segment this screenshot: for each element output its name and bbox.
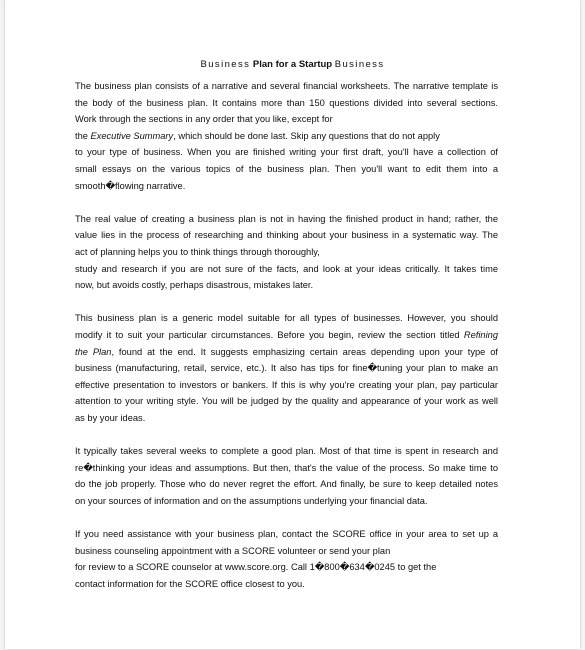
text-line bbox=[75, 128, 498, 145]
text-line bbox=[75, 327, 498, 344]
text-line: business (manufacturing, retail, service, etc.). It also has tips for fine�tuning your plan to make an bbox=[75, 363, 498, 374]
title-main: Plan for a Startup bbox=[252, 59, 333, 70]
text-run: , which should be done last. Skip any questions that do not apply bbox=[173, 130, 440, 141]
text-line: It typically takes several weeks to complete a good plan. Most of that time is spent in research and bbox=[75, 446, 498, 457]
text-line: small essays on the various topics of the business plan. Then you'll want to edit them into a bbox=[75, 163, 498, 174]
emphasized-text: the Plan bbox=[75, 346, 112, 357]
text-line: Work through the sections in any order that you like, except for bbox=[75, 114, 333, 125]
text-line: If you need assistance with your business plan, contact the SCORE office in your area to set up a bbox=[75, 529, 498, 540]
text-line: attention to your writing style. You will be judged by the quality and appearance of your work as well bbox=[75, 396, 498, 407]
document-page bbox=[5, 0, 580, 649]
text-line: business counseling appointment with a SCORE volunteer or send your plan bbox=[75, 545, 391, 556]
title-suffix: Business bbox=[334, 59, 385, 70]
text-line: This business plan is a generic model suitable for all types of businesses. However, you should bbox=[75, 313, 498, 324]
text-line: do the job properly. Those who do never regret the effort. And finally, be sure to keep detailed notes bbox=[75, 479, 498, 490]
text-run: the bbox=[75, 130, 91, 141]
title-prefix: Business bbox=[200, 59, 251, 70]
paragraph bbox=[75, 310, 498, 426]
text-run: modify it to suit your particular circumstances. Before you begin, review the section titled bbox=[75, 329, 464, 340]
text-line: effective presentation to investors or bankers. If this is why you're creating your plan, pay particular bbox=[75, 379, 498, 390]
text-line: The business plan consists of a narrative and several financial worksheets. The narrative template is bbox=[75, 81, 498, 91]
document-body bbox=[75, 78, 498, 609]
paragraph bbox=[75, 443, 498, 509]
text-line bbox=[75, 344, 498, 361]
document-title bbox=[5, 59, 580, 71]
text-run: , found at the end. It suggests emphasizing certain areas depending upon your type of bbox=[111, 346, 498, 357]
paragraph bbox=[75, 211, 498, 294]
text-line: The real value of creating a business plan is not in having the finished product in hand; rather, the bbox=[75, 213, 498, 224]
text-line: now, but avoids costly, perhaps disastrous, mistakes later. bbox=[75, 280, 314, 291]
paragraph bbox=[75, 526, 498, 592]
emphasized-text: Executive Summary bbox=[90, 130, 174, 141]
text-line: smooth�flowing narrative. bbox=[75, 180, 186, 191]
text-line: value lies in the process of researching and thinking about your business in a systematic way. The bbox=[75, 230, 498, 241]
text-line: as by your ideas. bbox=[75, 412, 146, 423]
text-line: on your sources of information and on the assumptions underlying your financial data. bbox=[75, 495, 428, 506]
text-line: for review to a SCORE counselor at www.score.org. Call 1�800�634�0245 to get the bbox=[75, 562, 437, 573]
emphasized-text: Refining bbox=[463, 329, 498, 340]
text-line: to your type of business. When you are finished writing your first draft, you'll have a collection of bbox=[75, 147, 498, 158]
text-line: the body of the business plan. It contains more than 150 questions divided into several sections. bbox=[75, 97, 498, 108]
text-line: re�thinking your ideas and assumptions. But then, that's the value of the process. So make time to bbox=[75, 462, 498, 473]
text-line: contact information for the SCORE office closest to you. bbox=[75, 578, 305, 589]
paragraph bbox=[75, 78, 498, 194]
text-line: study and research if you are not sure of the facts, and look at your ideas critically. It takes time bbox=[75, 263, 498, 274]
text-line: act of planning helps you to think things through thoroughly, bbox=[75, 246, 320, 257]
